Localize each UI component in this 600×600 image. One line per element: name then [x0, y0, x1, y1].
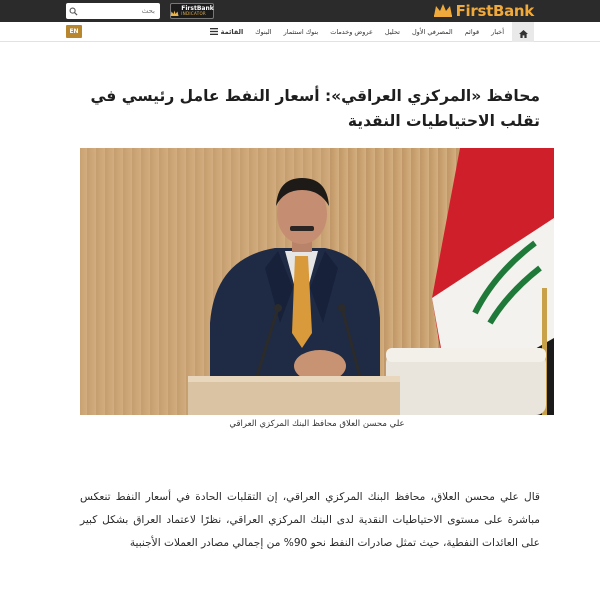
article-hero-image — [80, 148, 554, 415]
nav-item-news[interactable]: أخبار — [491, 28, 504, 36]
nav-list — [204, 22, 534, 42]
firstbank-indicator-logo[interactable] — [170, 3, 214, 19]
article-headline: محافظ «المركزي العراقي»: أسعار النفط عامل رئيسي في تقلب الاحتياطيات النقدية — [90, 87, 540, 130]
nav-item-lists[interactable]: قوائم — [464, 28, 480, 36]
nav-item-investment-banks[interactable]: بنوك استثمار — [283, 28, 319, 36]
speaker-photo — [80, 148, 554, 415]
nav-item-first-banker[interactable]: المصرفي الأول — [411, 28, 453, 36]
image-caption: علي محسن العلاق محافظ البنك المركزي العراقي — [229, 419, 405, 429]
indicator-brand: FirstBank — [181, 5, 214, 12]
main-nav — [0, 22, 600, 42]
language-toggle-button[interactable]: EN — [66, 25, 82, 38]
hamburger-menu-icon — [210, 28, 218, 37]
search-input[interactable] — [80, 4, 158, 18]
nav-item-offers-services[interactable]: عروض وخدمات — [330, 28, 373, 36]
nav-menu-button[interactable] — [204, 22, 250, 42]
crown-logo-icon — [170, 2, 179, 21]
nav-item-banks[interactable]: البنوك — [255, 28, 272, 36]
search-icon[interactable] — [66, 4, 80, 18]
brand-name: FirstBank — [455, 2, 534, 20]
firstbank-logo[interactable] — [433, 2, 534, 20]
search-box[interactable] — [66, 3, 160, 19]
article-body: قال علي محسن العلاق، محافظ البنك المركزي العراقي، إن التقلبات الحادة في أسعار النفط تنعكس مباشرة على مستوى الاحتياطيات النقدية لدى البنك المركزي العراقي، نظرًا لاعتماد العراق بشكل كبير على العائدات النفطية، حيث تمثل صادرات النفط نحو 90% من إجمالي مصادر العملات الأجنبية — [80, 491, 540, 549]
home-icon — [519, 23, 528, 42]
top-bar — [0, 0, 600, 22]
nav-item-analysis[interactable]: تحليل — [384, 28, 400, 36]
indicator-sub: INDICATOR — [181, 11, 207, 16]
nav-home[interactable] — [512, 22, 534, 42]
nav-menu-label: القائمة — [220, 28, 244, 36]
crown-logo-icon — [433, 2, 453, 21]
